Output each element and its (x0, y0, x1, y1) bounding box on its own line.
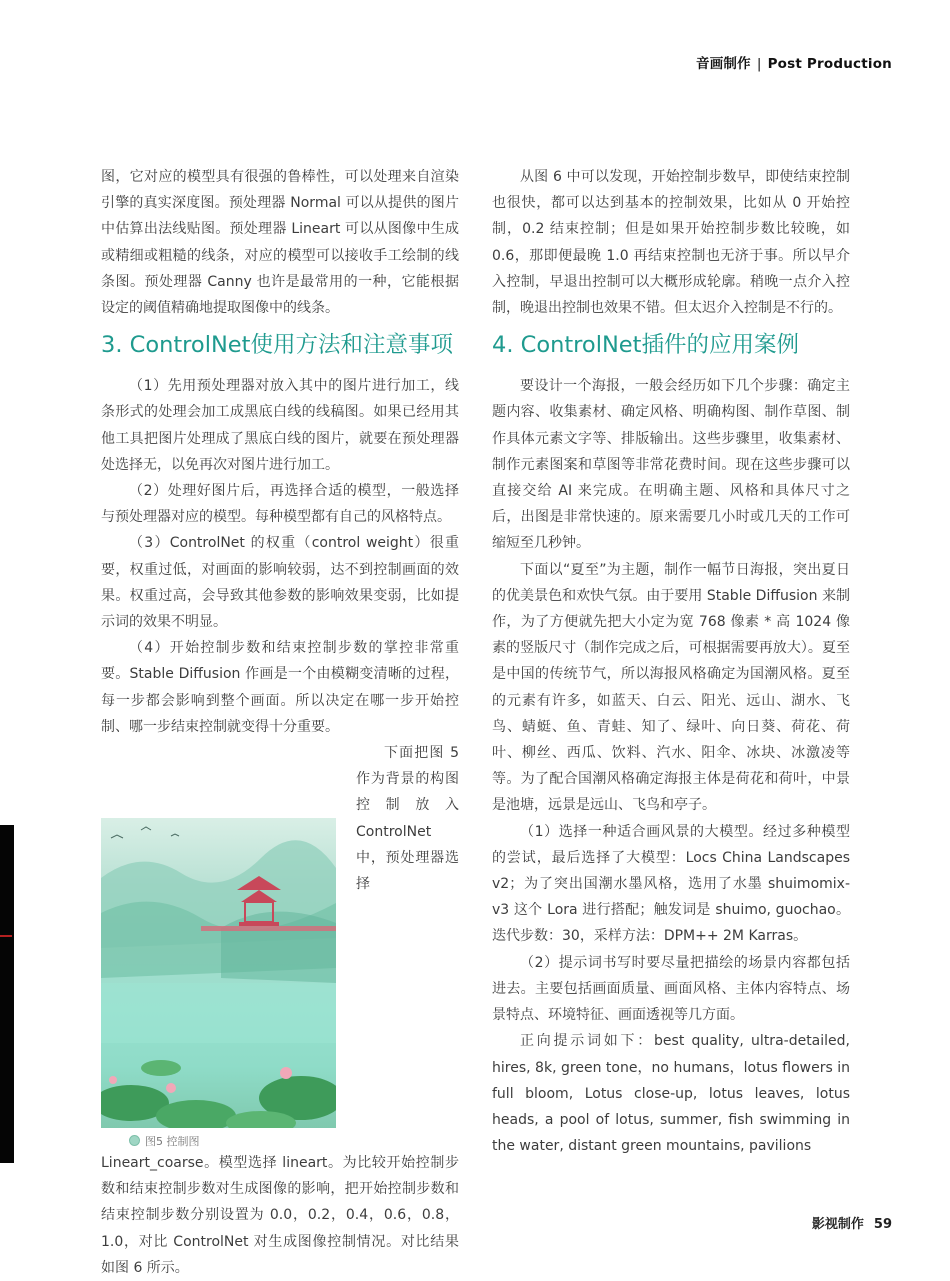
right-column (492, 164, 850, 1159)
figure-5 (101, 818, 336, 1150)
caption-bullet-icon (129, 1135, 140, 1146)
figure-5-caption-text: 图5 控制图 (145, 1135, 200, 1149)
section-3-heading: 3. ControlNet使用方法和注意事项 (101, 332, 453, 359)
edge-mark (0, 935, 12, 937)
figure-5-caption (101, 1134, 336, 1150)
page-edge-strip (0, 825, 14, 1163)
figure-5-image (101, 818, 336, 1128)
page-number: 59 (873, 1217, 892, 1232)
header-separator: | (756, 56, 762, 72)
left-paragraph-3: （2）处理好图片后，再选择合适的模型，一般选择与预处理器对应的模型。每种模型都有自己的风格特点。 (101, 483, 459, 526)
left-column (101, 164, 459, 1281)
left-paragraph-1: 图，它对应的模型具有很强的鲁棒性，可以处理来自渲染引擎的真实深度图。预处理器 Normal 可以从提供的图片中估算出法线贴图。预处理器 Lineart 可以从图像中生成或精细或粗糙的线条，对应的模型可以接收手工绘制的线条图。预处理器 Canny 也许是最常用的一种，它能根据设定的阈值精确地提取图像中的线条。 (101, 169, 459, 317)
right-paragraph-4: （1）选择一种适合画风景的大模型。经过多种模型的尝试，最后选择了大模型：Locs China Landscapes v2；为了突出国潮水墨风格，选用了水墨 shuimomix-v3 这个 Lora 进行搭配；触发词是 shuimo, guochao。迭代步数：30，采样方法：DPM++ 2M Karras。 (492, 823, 850, 945)
left-paragraph-6-text: 下面把图 5 作为背景的构图控制放入 ControlNet 中，预处理器选择 Lineart_coarse。模型选择 lineart。为比较开始控制步数和结束控制步数对生成图像的影响，把开始控制步数和结束控制步数分别设置为 0.0，0.2，0.4，0.6，0.8，1.0，对比 ControlNet 对生成图像控制情况。对比结果如图 6 所示。 (101, 745, 459, 1276)
page-footer (812, 1213, 892, 1232)
footer-magazine: 影视制作 (811, 1217, 864, 1232)
left-paragraph-6 (101, 740, 459, 1281)
left-paragraph-4: （3）ControlNet 的权重（control weight）很重要，权重过低，对画面的影响较弱，达不到控制画面的效果。权重过高，会导致其他参数的影响效果变弱，比如提示词的效果不明显。 (101, 535, 459, 631)
landscape-illustration (101, 818, 336, 1128)
left-paragraph-2: （1）先用预处理器对放入其中的图片进行加工，线条形式的处理会加工成黑底白线的线稿图。如果已经用其他工具把图片处理成了黑底白线的图片，就要在预处理器处选择无，以免再次对图片进行加工。 (101, 378, 459, 473)
right-paragraph-5: （2）提示词书写时要尽量把描绘的场景内容都包括进去。主要包括画面质量、画面风格、主体内容特点、场景特点、环境特征、画面透视等几方面。 (492, 954, 850, 1024)
lotus-leaves (101, 1060, 336, 1128)
right-paragraph-3: 下面以“夏至”为主题，制作一幅节日海报，突出夏日的优美景色和欢快气氛。由于要用 Stable Diffusion 来制作，为了方便就先把大小定为宽 768 像素 * 高 1024 像素的竖版尺寸（制作完成之后，可根据需要再放大）。夏至是中国的传统节气，所以海报风格确定为国潮风格。夏至的元素有许多，如蓝天、白云、阳光、远山、湖水、飞鸟、蜻蜓、鱼、青蛙、知了、绿叶、向日葵、荷花、荷叶、柳丝、西瓜、饮料、汽水、阳伞、冰块、冰激凌等等。为了配合国潮风格确定海报主体是荷花和荷叶，中景是池塘，远景是远山、飞鸟和亭子。 (492, 561, 850, 814)
right-paragraph-1: 从图 6 中可以发现，开始控制步数早，即使结束控制也很快，都可以达到基本的控制效果，比如从 0 开始控制，0.2 结束控制；但是如果开始控制步数比较晚，如 0.6，那即便最晚 1.0 再结束控制也无济于事。所以早介入控制，早退出控制可以大概形成轮廓。稍晚一点介入控制，晚退出控制也效果不错。但太迟介入控制是不行的。 (492, 169, 850, 317)
header-section-cn: 音画制作 (696, 56, 751, 72)
left-paragraph-5: （4）开始控制步数和结束控制步数的掌控非常重要。Stable Diffusion 作画是一个由模糊变清晰的过程，每一步都会影响到整个画面。所以决定在哪一步开始控制、哪一步结束控制就变得十分重要。 (101, 640, 459, 735)
running-header (696, 52, 892, 72)
header-section-en: Post Production (767, 56, 892, 72)
right-paragraph-6: 正向提示词如下：best quality, ultra-detailed, hires, 8k, green tone，no humans，lotus flowers in full bloom, Lotus close-up, lotus leaves, lotus heads, a pool of lotus, summer, fish swimming in the water, distant green mountains, pavilions (492, 1033, 850, 1155)
right-paragraph-2: 要设计一个海报，一般会经历如下几个步骤：确定主题内容、收集素材、确定风格、明确构图、制作草图、制作具体元素文字等、排版输出。这些步骤里，收集素材、制作元素图案和草图等非常花费时间。现在这些步骤可以直接交给 AI 来完成。在明确主题、风格和具体尺寸之后，出图是非常快速的。原来需要几小时或几天的工作可缩短至几秒钟。 (492, 378, 850, 552)
section-4-heading: 4. ControlNet插件的应用案例 (492, 332, 799, 359)
